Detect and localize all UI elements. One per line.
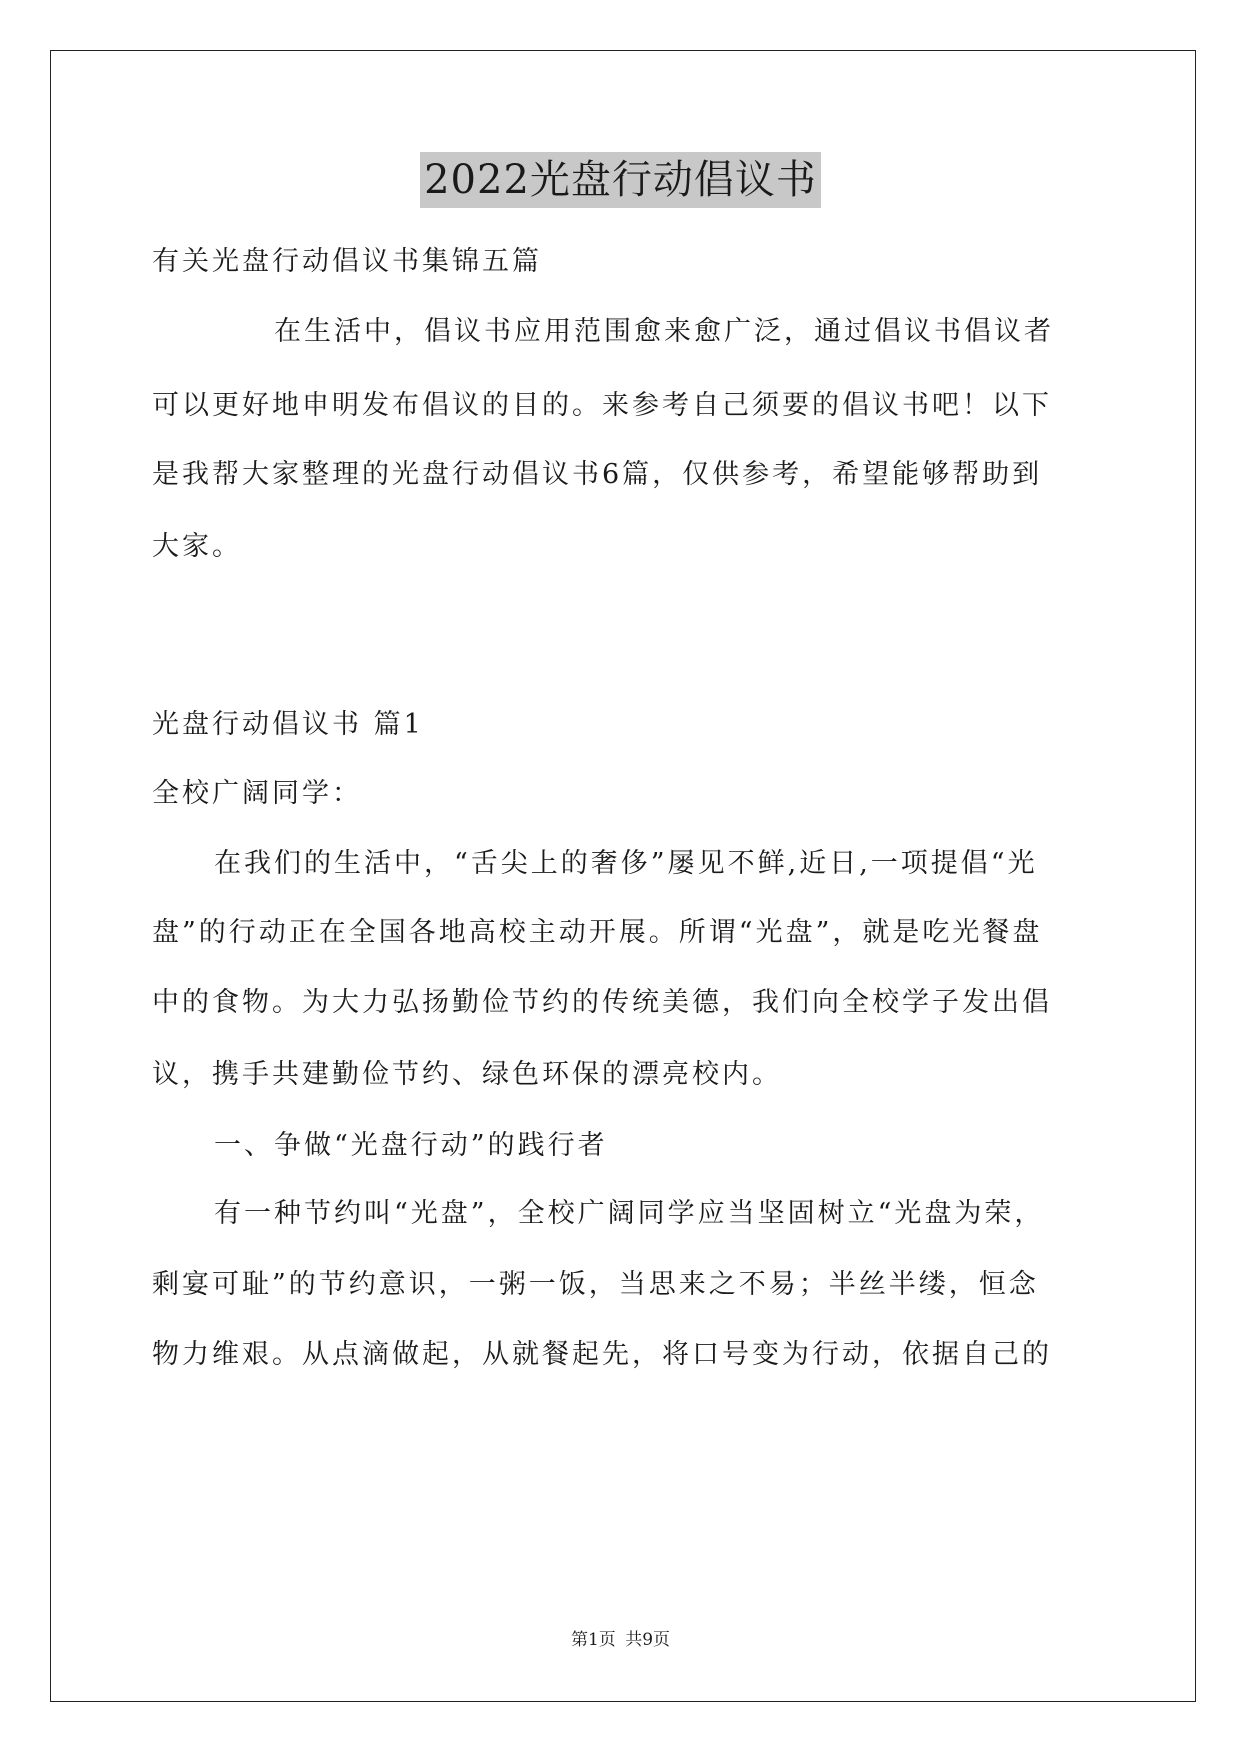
para2-line-1: 有一种节约叫“光盘”，全校广阔同学应当坚固树立“光盘为荣， bbox=[214, 1198, 1045, 1229]
document-title bbox=[0, 152, 1241, 208]
intro-line-2: 可以更好地申明发布倡议的目的。来参考自己须要的倡议书吧！以下 bbox=[152, 390, 1052, 421]
point1-heading: 一、争做“光盘行动”的践行者 bbox=[214, 1130, 608, 1161]
para1-line-4: 议，携手共建勤俭节约、绿色环保的漂亮校内。 bbox=[152, 1059, 782, 1090]
salutation: 全校广阔同学： bbox=[152, 778, 362, 809]
intro-line-3: 是我帮大家整理的光盘行动倡议书6篇，仅供参考，希望能够帮助到 bbox=[152, 459, 1043, 490]
para2-line-3: 物力维艰。从点滴做起，从就餐起先，将口号变为行动，依据自己的 bbox=[152, 1339, 1052, 1370]
para1-line-2: 盘”的行动正在全国各地高校主动开展。所谓“光盘”，就是吃光餐盘 bbox=[152, 917, 1043, 948]
page-footer bbox=[0, 1628, 1241, 1652]
para1-line-1: 在我们的生活中，“舌尖上的奢侈”屡见不鲜,近日,一项提倡“光 bbox=[214, 848, 1038, 879]
section-heading: 光盘行动倡议书 篇1 bbox=[152, 709, 424, 740]
para2-line-2: 剩宴可耻”的节约意识，一粥一饭，当思来之不易；半丝半缕，恒念 bbox=[152, 1269, 1039, 1300]
intro-line-4: 大家。 bbox=[152, 531, 242, 562]
document-subtitle: 有关光盘行动倡议书集锦五篇 bbox=[152, 246, 542, 277]
para1-line-3: 中的食物。为大力弘扬勤俭节约的传统美德，我们向全校学子发出倡 bbox=[152, 987, 1052, 1018]
intro-line-1: 在生活中，倡议书应用范围愈来愈广泛，通过倡议书倡议者 bbox=[274, 316, 1054, 347]
document-title-text: 2022光盘行动倡议书 bbox=[420, 152, 821, 208]
page-number: 第1页 bbox=[570, 1630, 616, 1650]
page-total: 共9页 bbox=[625, 1630, 671, 1650]
